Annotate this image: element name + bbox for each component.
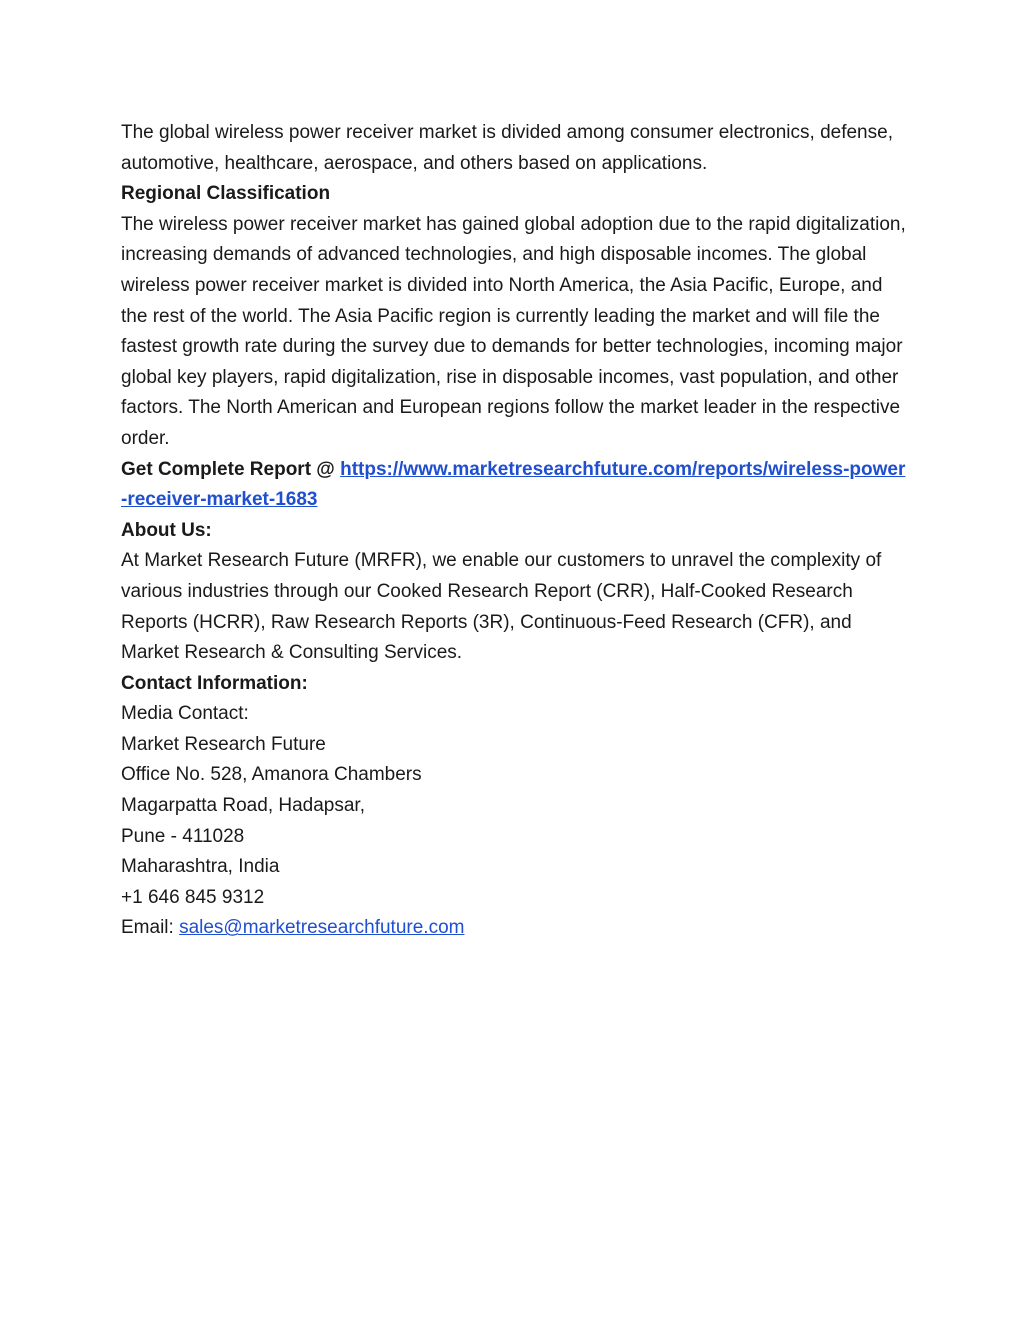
contact-email-line xyxy=(121,913,911,944)
report-line xyxy=(121,455,911,516)
contact-media-label: Media Contact: xyxy=(121,703,249,725)
about-heading: About Us: xyxy=(121,519,212,541)
report-link[interactable]: https://www.marketresearchfuture.com/reports/wireless-power-receiver-market-1683 xyxy=(121,458,906,511)
report-label: Get Complete Report @ xyxy=(121,458,341,480)
contact-heading: Contact Information: xyxy=(121,672,308,694)
contact-state: Maharashtra, India xyxy=(121,856,280,878)
about-paragraph: At Market Research Future (MRFR), we enable our customers to unravel the complexity of various industries through our Cooked Research Report (CRR), Half-Cooked Research Reports (HCRR), Raw Research Reports (3R), Continuous-Feed Research (CFR), and Market Research & Consulting Services. xyxy=(121,550,882,664)
email-link[interactable]: sales@marketresearchfuture.com xyxy=(179,917,465,939)
contact-phone: +1 646 845 9312 xyxy=(121,886,265,908)
contact-office: Office No. 528, Amanora Chambers xyxy=(121,764,422,786)
contact-road: Magarpatta Road, Hadapsar, xyxy=(121,795,365,817)
contact-city: Pune - 411028 xyxy=(121,825,245,847)
email-label: Email: xyxy=(121,917,180,939)
document-page xyxy=(121,118,911,944)
regional-paragraph: The wireless power receiver market has gained global adoption due to the rapid digitalization, increasing demands of advanced technologies, and high disposable incomes. The global wireless power receiver market is divided into North America, the Asia Pacific, Europe, and the rest of the world. The Asia Pacific region is currently leading the market and will file the fastest growth rate during the survey due to demands for better technologies, incoming major global key players, rapid digitalization, rise in disposable incomes, vast population, and other factors. The North American and European regions follow the market leader in the respective order. xyxy=(121,213,906,449)
intro-paragraph: The global wireless power receiver market is divided among consumer electronics, defense, automotive, healthcare, aerospace, and others based on applications. xyxy=(121,122,893,174)
contact-company: Market Research Future xyxy=(121,733,326,755)
regional-heading: Regional Classification xyxy=(121,183,331,205)
